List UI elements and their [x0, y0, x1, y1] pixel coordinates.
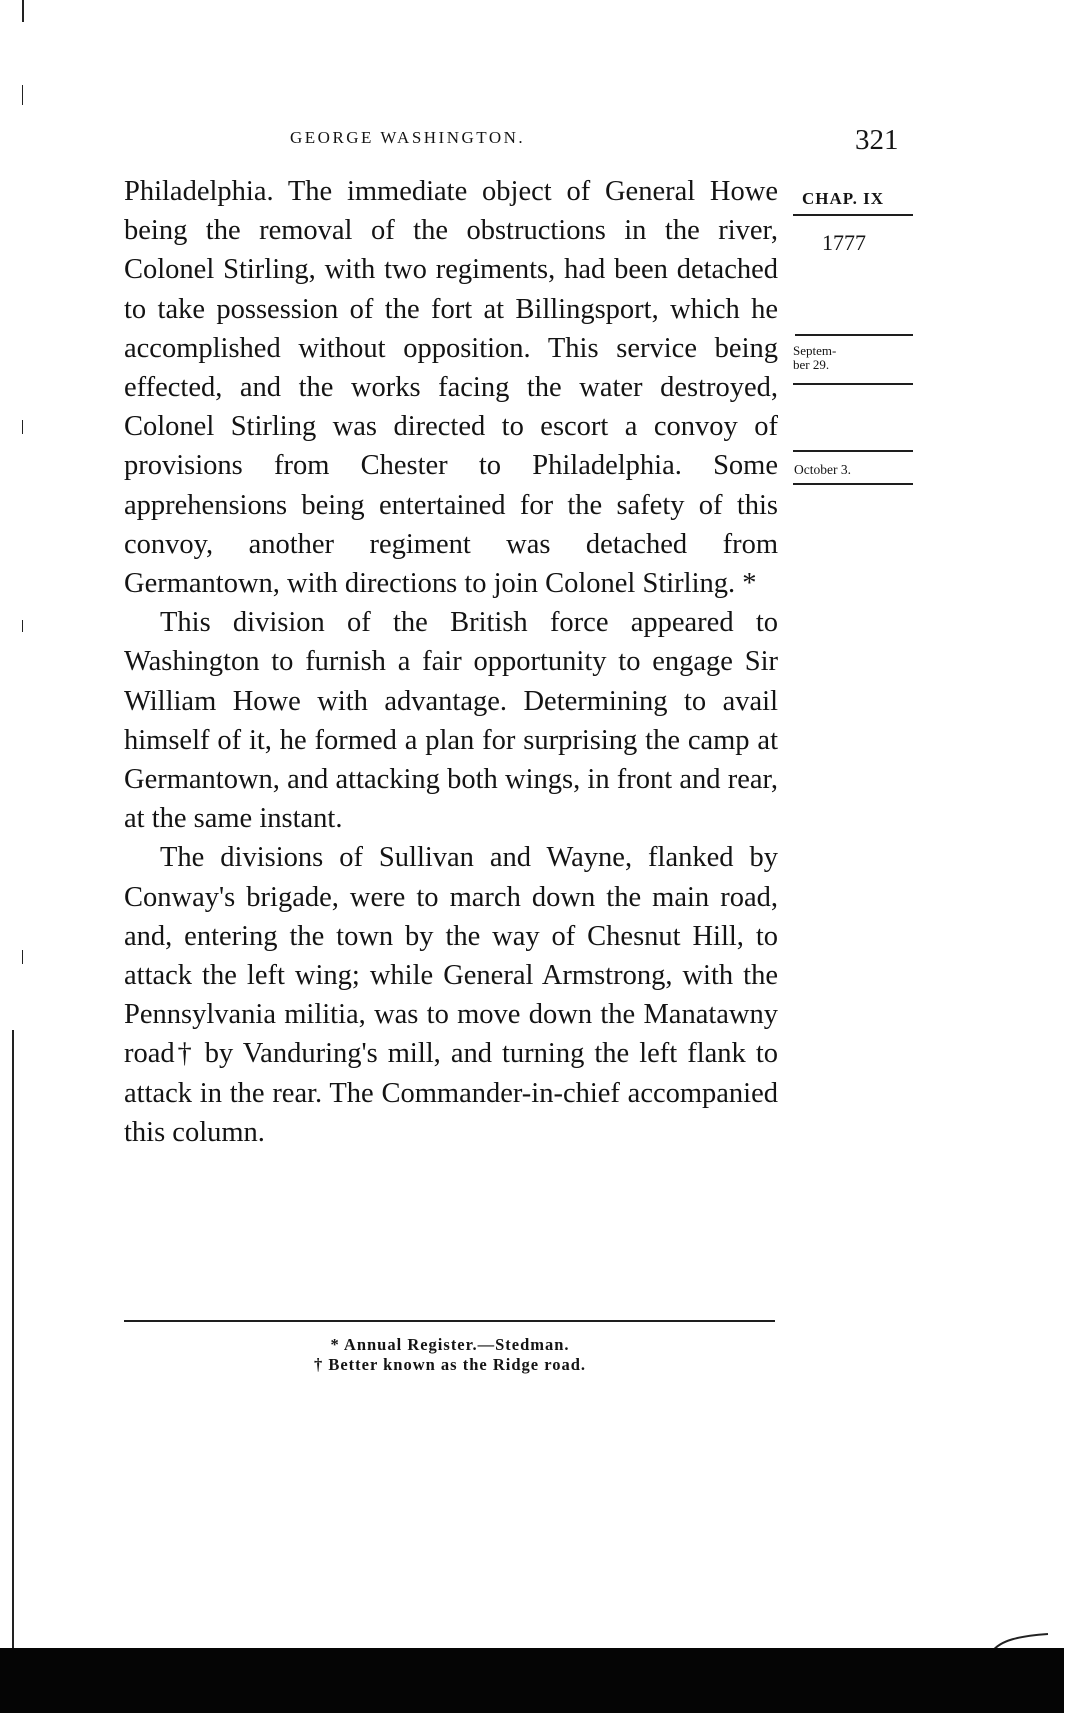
margin-date-october: October 3.	[794, 462, 851, 477]
paragraph: The divisions of Sullivan and Wayne, flanked by Conway's brigade, were to march down the main road, and, entering the town by the way of Chesnut Hill, to attack the left wing; while General Armstrong, with the Pennsylvania militia, was to move down the Manatawny road† by Vanduring's mill, and turning the left flank to attack in the rear. The Commander-in-chief accompanied this column.	[124, 842, 778, 1148]
margin-year: 1777	[822, 230, 866, 255]
margin-date-line: ber 29.	[793, 357, 830, 372]
footnote-rule	[124, 1320, 775, 1322]
scan-edge-mark	[12, 1030, 14, 1650]
scan-edge-mark	[22, 0, 24, 22]
scan-edge-mark	[22, 420, 23, 434]
margin-rule	[795, 334, 913, 336]
body-text	[124, 172, 778, 1152]
scan-bottom-shadow	[0, 1648, 1064, 1713]
scan-edge-mark	[22, 85, 23, 105]
paragraph: This division of the British force appeared to Washington to furnish a fair opportunity to engage Sir William Howe with advantage. Determining to avail himself of it, he formed a plan for surprising the camp at Germantown, and attacking both wings, in front and rear, at the same instant.	[124, 607, 778, 835]
footnote: * Annual Register.—Stedman.	[330, 1335, 570, 1354]
scan-edge-mark	[22, 950, 23, 964]
margin-rule	[793, 214, 913, 216]
margin-date-line: Septem-	[793, 343, 837, 358]
footnote: † Better known as the Ridge road.	[313, 1355, 587, 1374]
scan-edge-mark	[22, 620, 23, 632]
margin-rule	[793, 483, 913, 485]
page-number: 321	[855, 124, 899, 156]
margin-rule	[793, 450, 913, 452]
margin-rule	[793, 383, 913, 385]
running-head: GEORGE WASHINGTON.	[290, 128, 526, 147]
chapter-label: CHAP. IX	[802, 189, 884, 208]
paragraph: Philadelphia. The immediate object of General Howe being the removal of the obstructions in the river, Colonel Stirling, with two regiments, had been detached to take possession of the fort at Billingsport, which he accomplished without opposition. This service being effected, and the works facing the water destroyed, Colonel Stirling was directed to escort a convoy of provisions from Chester to Philadelphia. Some apprehensions being entertained for the safety of this convoy, another regiment was detached from Germantown, with directions to join Colonel Stirling. *	[124, 176, 778, 600]
margin-date-september	[793, 344, 853, 372]
footnotes	[200, 1335, 700, 1375]
